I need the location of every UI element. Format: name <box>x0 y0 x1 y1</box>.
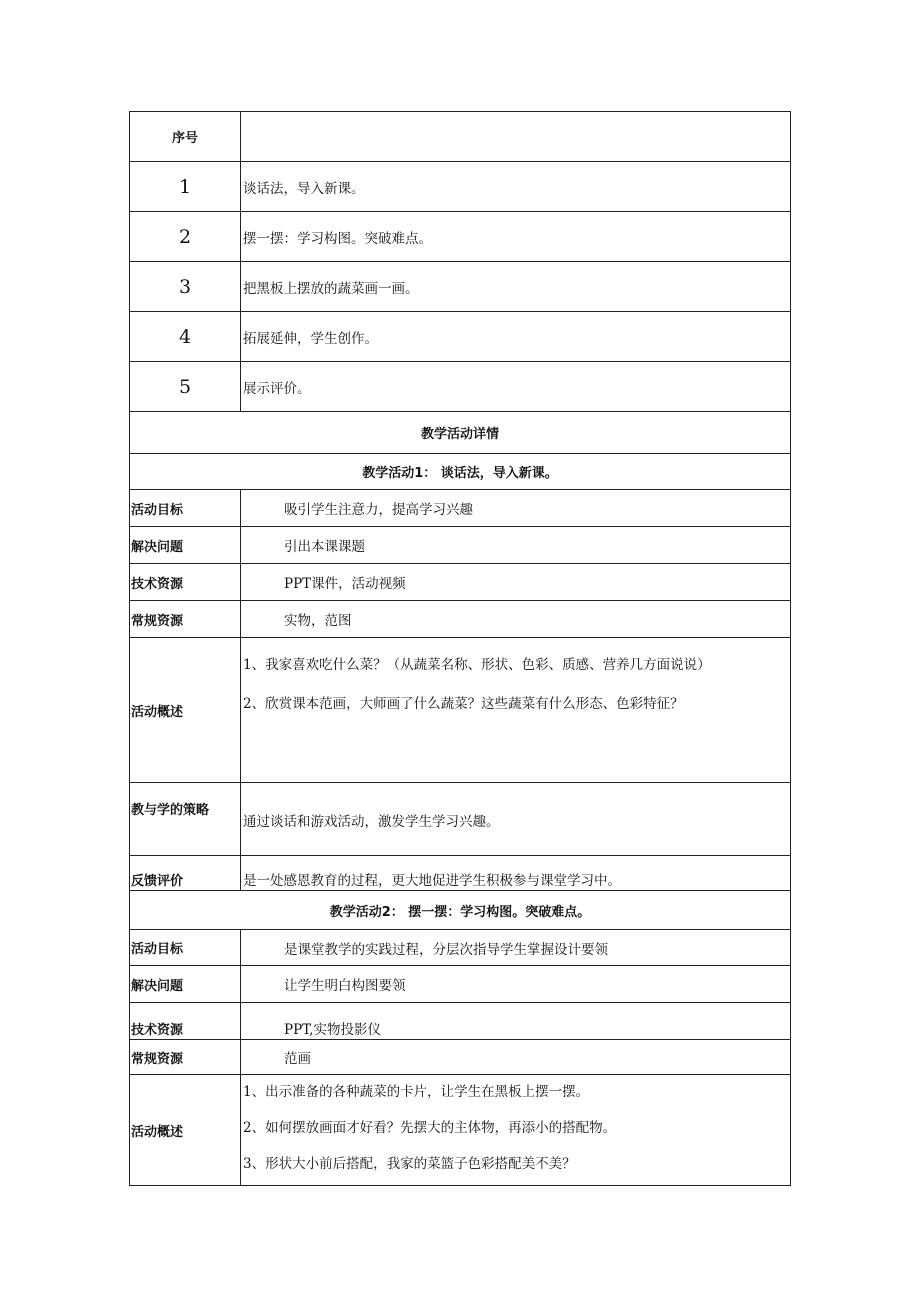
overview-value <box>241 1075 791 1186</box>
activity1-strategy-row <box>130 783 791 856</box>
step-row <box>130 362 791 412</box>
activity2-goal-row <box>130 930 791 966</box>
step-text: 谈话法，导入新课。 <box>241 162 791 212</box>
step-row <box>130 312 791 362</box>
goal-label: 活动目标 <box>130 930 241 966</box>
step-text: 把黑板上摆放的蔬菜画一画。 <box>241 262 791 312</box>
details-title-row <box>130 412 791 454</box>
step-text: 拓展延伸，学生创作。 <box>241 312 791 362</box>
tech-value: PPT课件，活动视频 <box>241 564 791 601</box>
activity2-title: 教学活动2： 摆一摆：学习构图。突破难点。 <box>130 891 791 930</box>
content-header <box>241 112 791 162</box>
problem-value: 引出本课课题 <box>241 527 791 564</box>
regular-value: 范画 <box>241 1040 791 1075</box>
step-text: 摆一摆：学习构图。突破难点。 <box>241 212 791 262</box>
step-number: 3 <box>130 262 241 312</box>
feedback-value: 是一处感恩教育的过程，更大地促进学生积极参与课堂学习中。 <box>241 856 791 891</box>
tech-label: 技术资源 <box>130 564 241 601</box>
strategy-value: 通过谈话和游戏活动，激发学生学习兴趣。 <box>241 783 791 856</box>
activity1-title: 教学活动1： 谈话法，导入新课。 <box>130 454 791 490</box>
step-row <box>130 212 791 262</box>
goal-value: 吸引学生注意力，提高学习兴趣 <box>241 490 791 527</box>
step-row <box>130 262 791 312</box>
activity2-title-row <box>130 891 791 930</box>
overview-line: 3、形状大小前后搭配，我家的菜篮子色彩搭配美不美？ <box>243 1156 576 1172</box>
step-number: 1 <box>130 162 241 212</box>
tech-label: 技术资源 <box>130 1003 241 1040</box>
goal-value: 是课堂教学的实践过程，分层次指导学生掌握设计要领 <box>241 930 791 966</box>
activity1-tech-row <box>130 564 791 601</box>
header-row <box>130 112 791 162</box>
activity2-overview-row <box>130 1075 791 1186</box>
strategy-label: 教与学的策略 <box>130 783 241 856</box>
problem-label: 解决问题 <box>130 527 241 564</box>
overview-line: 2、如何摆放画面才好看？先摆大的主体物，再添小的搭配物。 <box>243 1120 617 1136</box>
regular-label: 常规资源 <box>130 1040 241 1075</box>
problem-value: 让学生明白构图要领 <box>241 966 791 1003</box>
activity2-problem-row <box>130 966 791 1003</box>
lesson-plan-table <box>129 111 791 1186</box>
goal-label: 活动目标 <box>130 490 241 527</box>
activity2-regular-row <box>130 1040 791 1075</box>
activity1-regular-row <box>130 601 791 638</box>
overview-value <box>241 638 791 783</box>
feedback-label: 反馈评价 <box>130 856 241 891</box>
seq-header: 序号 <box>130 112 241 162</box>
regular-label: 常规资源 <box>130 601 241 638</box>
overview-line: 1、我家喜欢吃什么菜？（从蔬菜名称、形状、色彩、质感、营养几方面说说） <box>243 657 711 673</box>
step-number: 4 <box>130 312 241 362</box>
overview-line: 2、欣赏课本范画，大师画了什么蔬菜？这些蔬菜有什么形态、色彩特征？ <box>243 696 684 712</box>
activity2-tech-row <box>130 1003 791 1040</box>
activity1-overview-row <box>130 638 791 783</box>
overview-label: 活动概述 <box>130 638 241 783</box>
activity1-problem-row <box>130 527 791 564</box>
step-text: 展示评价。 <box>241 362 791 412</box>
overview-label: 活动概述 <box>130 1075 241 1186</box>
overview-line: 1、出示准备的各种蔬菜的卡片，让学生在黑板上摆一摆。 <box>243 1084 590 1100</box>
activity1-goal-row <box>130 490 791 527</box>
details-title: 教学活动详情 <box>130 412 791 454</box>
activity1-title-row <box>130 454 791 490</box>
regular-value: 实物，范图 <box>241 601 791 638</box>
step-row <box>130 162 791 212</box>
step-number: 5 <box>130 362 241 412</box>
activity1-feedback-row <box>130 856 791 891</box>
tech-value: PPT,实物投影仪 <box>241 1003 791 1040</box>
step-number: 2 <box>130 212 241 262</box>
problem-label: 解决问题 <box>130 966 241 1003</box>
